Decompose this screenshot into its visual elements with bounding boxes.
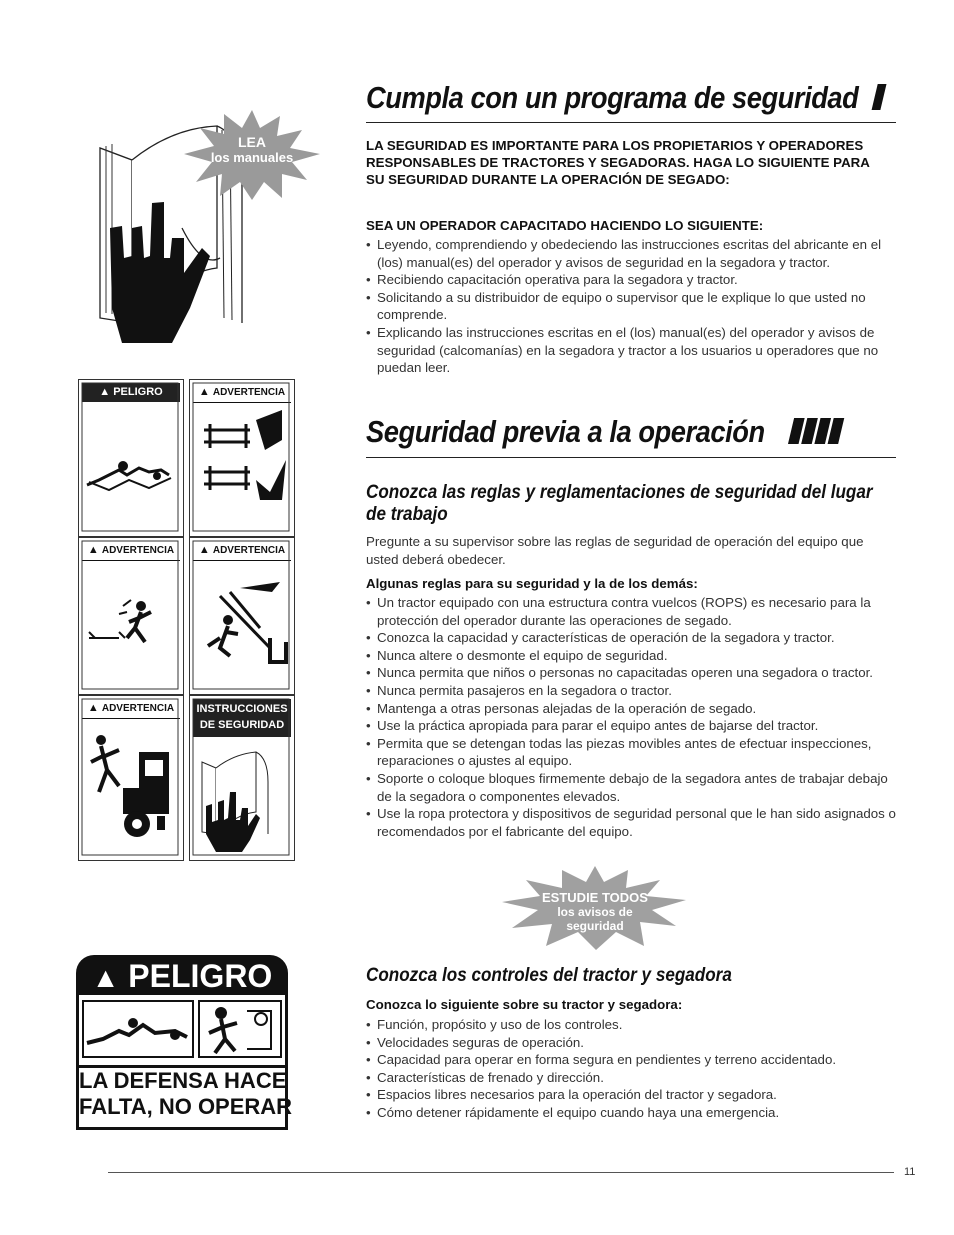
rollover-tractor-icon [79, 696, 183, 860]
big-danger-sign-title: PELIGRO [128, 958, 273, 994]
sign-peligro-label: PELIGRO [113, 386, 163, 398]
footer-rule [108, 1172, 894, 1173]
section-title-text: Cumpla con un programa de seguridad [366, 80, 859, 115]
big-danger-sign-header [76, 955, 288, 995]
list-item: • Características de frenado y dirección. [366, 1069, 906, 1087]
section3-subtitle: Conozca los controles del tractor y segadora [366, 965, 732, 986]
list-item: • Espacios libres necesarios para la operación del tractor y segadora. [366, 1086, 906, 1104]
badge-text-estudie: ESTUDIE TODOS [542, 890, 648, 905]
list-item: • Recibiendo capacitación operativa para la segadora y tractor. [366, 271, 896, 289]
sign-advertencia-3 [189, 537, 295, 695]
section1-intro: LA SEGURIDAD ES IMPORTANTE PARA LOS PROPIETARIOS Y OPERADORES RESPONSABLES DE TRACTORES Y SEGADORAS. HAGA LO SIGUIENTE PARA SU SEGURIDAD DURANTE LA OPERACIÓN DE SEGADO: [366, 138, 870, 187]
page-number: 11 [904, 1166, 916, 1178]
section1-bullets [366, 236, 896, 377]
list-item: • Use la práctica apropiada para parar el equipo antes de bajarse del tractor. [366, 717, 896, 735]
badge-text-avisos: los avisos de [557, 905, 633, 919]
list-item: • Mantenga a otras personas alejadas de la operación de segado. [366, 700, 896, 718]
list-item: • Nunca permita que niños o personas no capacitadas operen una segadora o tractor. [366, 664, 896, 682]
list-item: • Velocidades seguras de operación. [366, 1034, 906, 1052]
list-item: • Nunca altere o desmonte el equipo de seguridad. [366, 647, 896, 665]
big-danger-sign [76, 955, 293, 1135]
sign-advertencia-4-label: ADVERTENCIA [101, 703, 175, 714]
list-item: • Solicitando a su distribuidor de equipo o supervisor que le explique lo que usted no comprende. [366, 289, 896, 324]
list-item: • Explicando las instrucciones escritas en el (los) manual(es) del operador y avisos de seguridad (calcomanías) en la segadora y tractor a los usuarios u operadores que no puedan leer. [366, 324, 896, 377]
sign-advertencia-3-label: ADVERTENCIA [212, 545, 286, 556]
section-title-text: Seguridad previa a la operación [366, 414, 765, 449]
sign-advertencia-1 [189, 379, 295, 537]
list-item: • Conozca la capacidad y características de operación de la segadora y tractor. [366, 629, 896, 647]
badge-text-manuales: los manuales [210, 150, 294, 165]
list-item: • Cómo detener rápidamente el equipo cuando haya una emergencia. [366, 1104, 906, 1122]
sign-instrucciones-line1: INSTRUCCIONES [196, 703, 288, 715]
section2-para: Pregunte a su supervisor sobre las reglas de seguridad de operación del equipo que usted deberá obedecer. [366, 534, 864, 567]
big-danger-sign-line2: FALTA, NO OPERAR [79, 1094, 293, 1119]
big-danger-sign-body [76, 995, 293, 1130]
mower-hazard-icon [79, 999, 285, 1061]
study-signs-badge [500, 866, 690, 950]
section3-head: Conozca lo siguiente sobre su tractor y segadora: [366, 997, 683, 1012]
warning-triangle-icon: ▲ [198, 544, 210, 556]
list-item: • Leyendo, comprendiendo y obedeciendo las instrucciones escritas del abricante en el (los) manual(es) del operador y avisos de seguridad en la segadora y tractor. [366, 236, 896, 271]
list-item: • Capacidad para operar en forma segura en pendientes y terreno accidentado. [366, 1051, 906, 1069]
book-hand-icon-small [190, 696, 294, 860]
blade-cutting-icon [190, 538, 294, 694]
pto-shaft-icon [190, 380, 294, 536]
warning-triangle-icon: ▲ [99, 386, 111, 398]
thrown-object-icon [79, 538, 183, 694]
section2-subtitle: Conozca las reglas y reglamentaciones de seguridad del lugar de trabajo [366, 482, 873, 525]
list-item: • Función, propósito y uso de los controles. [366, 1016, 906, 1034]
sign-instrucciones [189, 695, 295, 861]
big-danger-sign-line1: LA DEFENSA HACE [79, 1068, 287, 1093]
list-item: • Permita que se detengan todas las piezas movibles antes de efectuar inspecciones, reparaciones o ajustes al equipo. [366, 735, 896, 770]
section1-subhead: SEA UN OPERADOR CAPACITADO HACIENDO LO SIGUIENTE: [366, 218, 764, 233]
sign-advertencia-4 [78, 695, 184, 861]
sign-peligro [78, 379, 184, 537]
mower-hazard-icon [79, 380, 183, 536]
sign-advertencia-1-label: ADVERTENCIA [212, 387, 286, 398]
warning-triangle-icon: ▲ [87, 702, 99, 714]
sign-instrucciones-line2: DE SEGURIDAD [199, 719, 285, 731]
section2-rule [366, 457, 896, 458]
warning-triangle-icon: ▲ [87, 544, 99, 556]
section2-bullets [366, 594, 896, 840]
sign-advertencia-2 [78, 537, 184, 695]
big-danger-sign-msg [79, 1065, 293, 1120]
title-bar-decoration [871, 84, 886, 110]
title-bars-decoration [791, 416, 841, 452]
badge-text-seguridad: seguridad [566, 919, 624, 933]
list-item: • Nunca permita pasajeros en la segadora o tractor. [366, 682, 896, 700]
section1-rule [366, 122, 896, 123]
badge-text-lea: LEA [238, 134, 266, 150]
section2-rules-head: Algunas reglas para su seguridad y la de los demás: [366, 576, 698, 591]
read-manuals-badge [182, 110, 322, 200]
list-item: • Soporte o coloque bloques firmemente debajo de la segadora antes de trabajar debajo de la segadora o componentes elevados. [366, 770, 896, 805]
section-title-preoperation [366, 414, 841, 452]
list-item: • Use la ropa protectora y dispositivos de seguridad personal que le han sido asignados o recomendados por el fabricante del equipo. [366, 805, 896, 840]
section-title-safety-program [366, 80, 883, 116]
list-item: • Un tractor equipado con una estructura contra vuelcos (ROPS) es necesario para la protección del operador durante las operaciones de segado. [366, 594, 896, 629]
sign-advertencia-2-label: ADVERTENCIA [101, 545, 175, 556]
warning-triangle-icon: ▲ [91, 962, 120, 993]
warning-triangle-icon: ▲ [198, 386, 210, 398]
section3-bullets [366, 1016, 906, 1122]
